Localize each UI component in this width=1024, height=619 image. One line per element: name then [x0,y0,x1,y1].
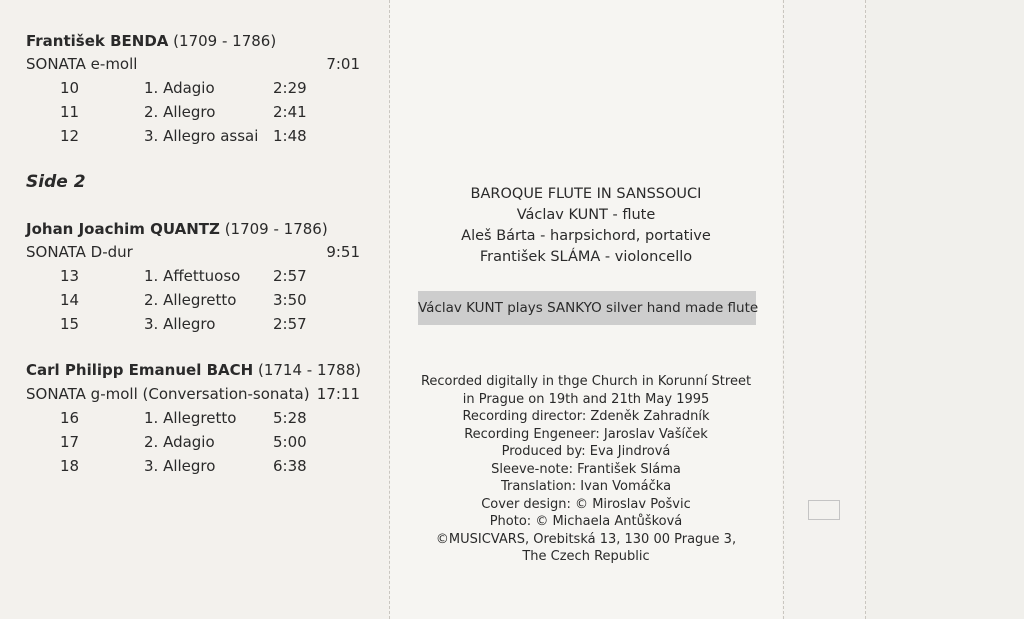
composer-heading [26,220,328,238]
track-time: 3:50 [273,291,307,309]
track-movement: 1. Affettuoso [144,267,241,285]
track-time: 5:00 [273,433,307,451]
credit-line: The Czech Republic [522,549,650,564]
sonata-title: SONATA D-dur [26,243,133,261]
credit-line: Translation: Ivan Vomáčka [500,479,672,494]
credit-line: Recorded digitally in thge Church in Korunní Street [420,374,752,389]
flute-banner: Václav KUNT plays SANKYO silver hand made flute [418,291,756,325]
track-movement: 2. Allegro [144,103,216,121]
composer-dates: (1714 - 1788) [253,361,361,379]
track-movement: 1. Allegretto [144,409,237,427]
composer-first-name: Johan Joachim [26,220,151,238]
track-number: 16 [60,409,80,427]
track-number: 13 [60,267,80,285]
sonata-row [26,55,360,73]
album-title: BAROQUE FLUTE IN SANSSOUCI [470,186,702,202]
credit-line: Sleeve-note: František Sláma [491,461,681,477]
track-movement: 2. Adagio [144,433,215,451]
credit-line: Recording Engeneer: Jaroslav Vašíček [464,426,708,442]
sonata-duration: 17:11 [316,385,360,403]
performer-line: Aleš Bárta - harpsichord, portative [461,228,711,244]
side-heading: Side 2 [26,172,86,192]
composer-heading [26,32,276,50]
track-movement: 3. Allegro [144,457,216,475]
credit-line: Produced by: Eva Jindrová [501,444,671,459]
track-movement: 3. Allegro [144,315,216,333]
composer-last-name: BACH [206,361,254,379]
sonata-duration: 7:01 [326,55,360,73]
track-time: 2:41 [273,103,307,121]
track-movement: 2. Allegretto [144,291,237,309]
composer-dates: (1709 - 1786) [168,32,277,50]
track-time: 2:57 [273,267,307,285]
credit-line: Photo: © Michaela Antůšková [489,514,683,529]
credit-line: Recording director: Zdeněk Zahradník [462,409,710,424]
spine-mark [808,500,840,520]
track-number: 15 [60,315,80,333]
composer-first-name: Carl Philipp Emanuel [26,361,207,379]
sonata-row [26,243,360,261]
credit-line: Cover design: © Miroslav Pošvic [481,496,691,512]
recording-credits [390,373,782,566]
sonata-row [26,385,360,403]
composer-last-name: BENDA [110,32,169,50]
track-time: 5:28 [273,409,307,427]
track-time: 2:29 [273,79,307,97]
inlay-spine-panel [784,0,864,619]
credit-line: ©MUSICVARS, Orebitská 13, 130 00 Prague 3, [435,531,737,547]
track-time: 2:57 [273,315,307,333]
track-number: 11 [60,103,80,121]
composer-dates: (1709 - 1786) [219,220,328,238]
sonata-title: SONATA e-moll [26,55,138,73]
performer-line: Václav KUNT - flute [516,207,656,223]
track-time: 6:38 [273,457,307,475]
composer-last-name: QUANTZ [150,220,220,238]
inlay-flap-panel [866,0,1024,619]
track-number: 17 [60,433,80,451]
track-movement: 3. Allegro assai [144,127,259,145]
fold-line [865,0,866,619]
composer-first-name: František [26,32,111,50]
sonata-duration: 9:51 [326,243,360,261]
album-credits [390,184,782,268]
track-number: 12 [60,127,80,145]
track-number: 10 [60,79,80,97]
composer-heading [26,361,361,379]
track-number: 18 [60,457,80,475]
performer-line: František SLÁMA - violoncello [479,249,693,265]
track-movement: 1. Adagio [144,79,215,97]
credit-line: in Prague on 19th and 21th May 1995 [462,391,710,407]
track-number: 14 [60,291,80,309]
fold-line [783,0,784,619]
sonata-title: SONATA g-moll (Conversation-sonata) [26,385,310,403]
track-time: 1:48 [273,127,307,145]
